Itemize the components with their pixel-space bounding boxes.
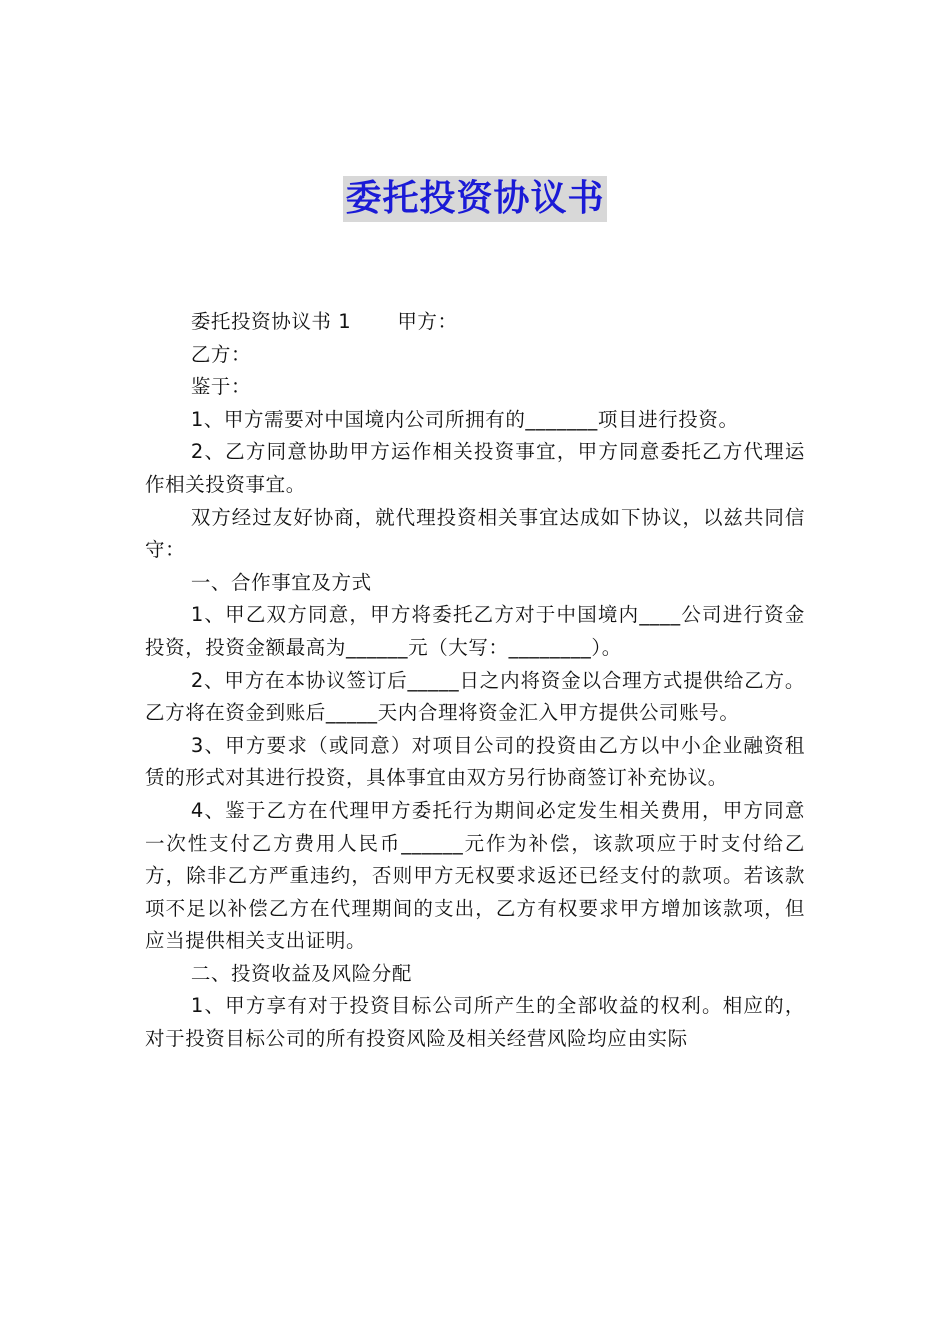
paragraph: 4、鉴于乙方在代理甲方委托行为期间必定发生相关费用，甲方同意一次性支付乙方费用人民币______元作为补偿，该款项应于时支付给乙方，除非乙方严重违约，否则甲方无权要求返还已经支付的款项。若该款项不足以补偿乙方在代理期间的支出，乙方有权要求甲方增加该款项，但应当提供相关支出证明。 <box>145 798 805 953</box>
document-title: 委托投资协议书 <box>343 176 606 222</box>
title-container <box>0 176 950 222</box>
paragraph: 乙方： <box>190 342 252 366</box>
paragraph: 1、甲方享有对于投资目标公司所产生的全部收益的权利。相应的，对于投资目标公司的所有投资风险及相关经营风险均应由实际 <box>145 994 805 1051</box>
heading-text: 委托投资协议书 1 <box>190 310 352 333</box>
paragraph: 1、甲方需要对中国境内公司所拥有的_______项目进行投资。 <box>190 407 739 431</box>
paragraph: 1、甲乙双方同意，甲方将委托乙方对于中国境内____公司进行资金投资，投资金额最高为______元（大写：________）。 <box>145 603 805 659</box>
party-a-label: 甲方： <box>397 310 458 333</box>
section-heading: 一、合作事宜及方式 <box>190 570 372 594</box>
section-heading: 二、投资收益及风险分配 <box>190 961 412 985</box>
paragraph: 双方经过友好协商，就代理投资相关事宜达成如下协议，以兹共同信守： <box>145 505 805 562</box>
first-line <box>145 306 805 339</box>
paragraph: 2、甲方在本协议签订后_____日之内将资金以合理方式提供给乙方。乙方将在资金到账后_____天内合理将资金汇入甲方提供公司账号。 <box>145 668 805 725</box>
paragraph: 鉴于： <box>190 375 252 399</box>
document-body <box>145 306 805 1056</box>
paragraph: 3、甲方要求（或同意）对项目公司的投资由乙方以中小企业融资租赁的形式对其进行投资，具体事宜由双方另行协商签订补充协议。 <box>145 733 805 790</box>
paragraph: 2、乙方同意协助甲方运作相关投资事宜，甲方同意委托乙方代理运作相关投资事宜。 <box>145 440 805 496</box>
